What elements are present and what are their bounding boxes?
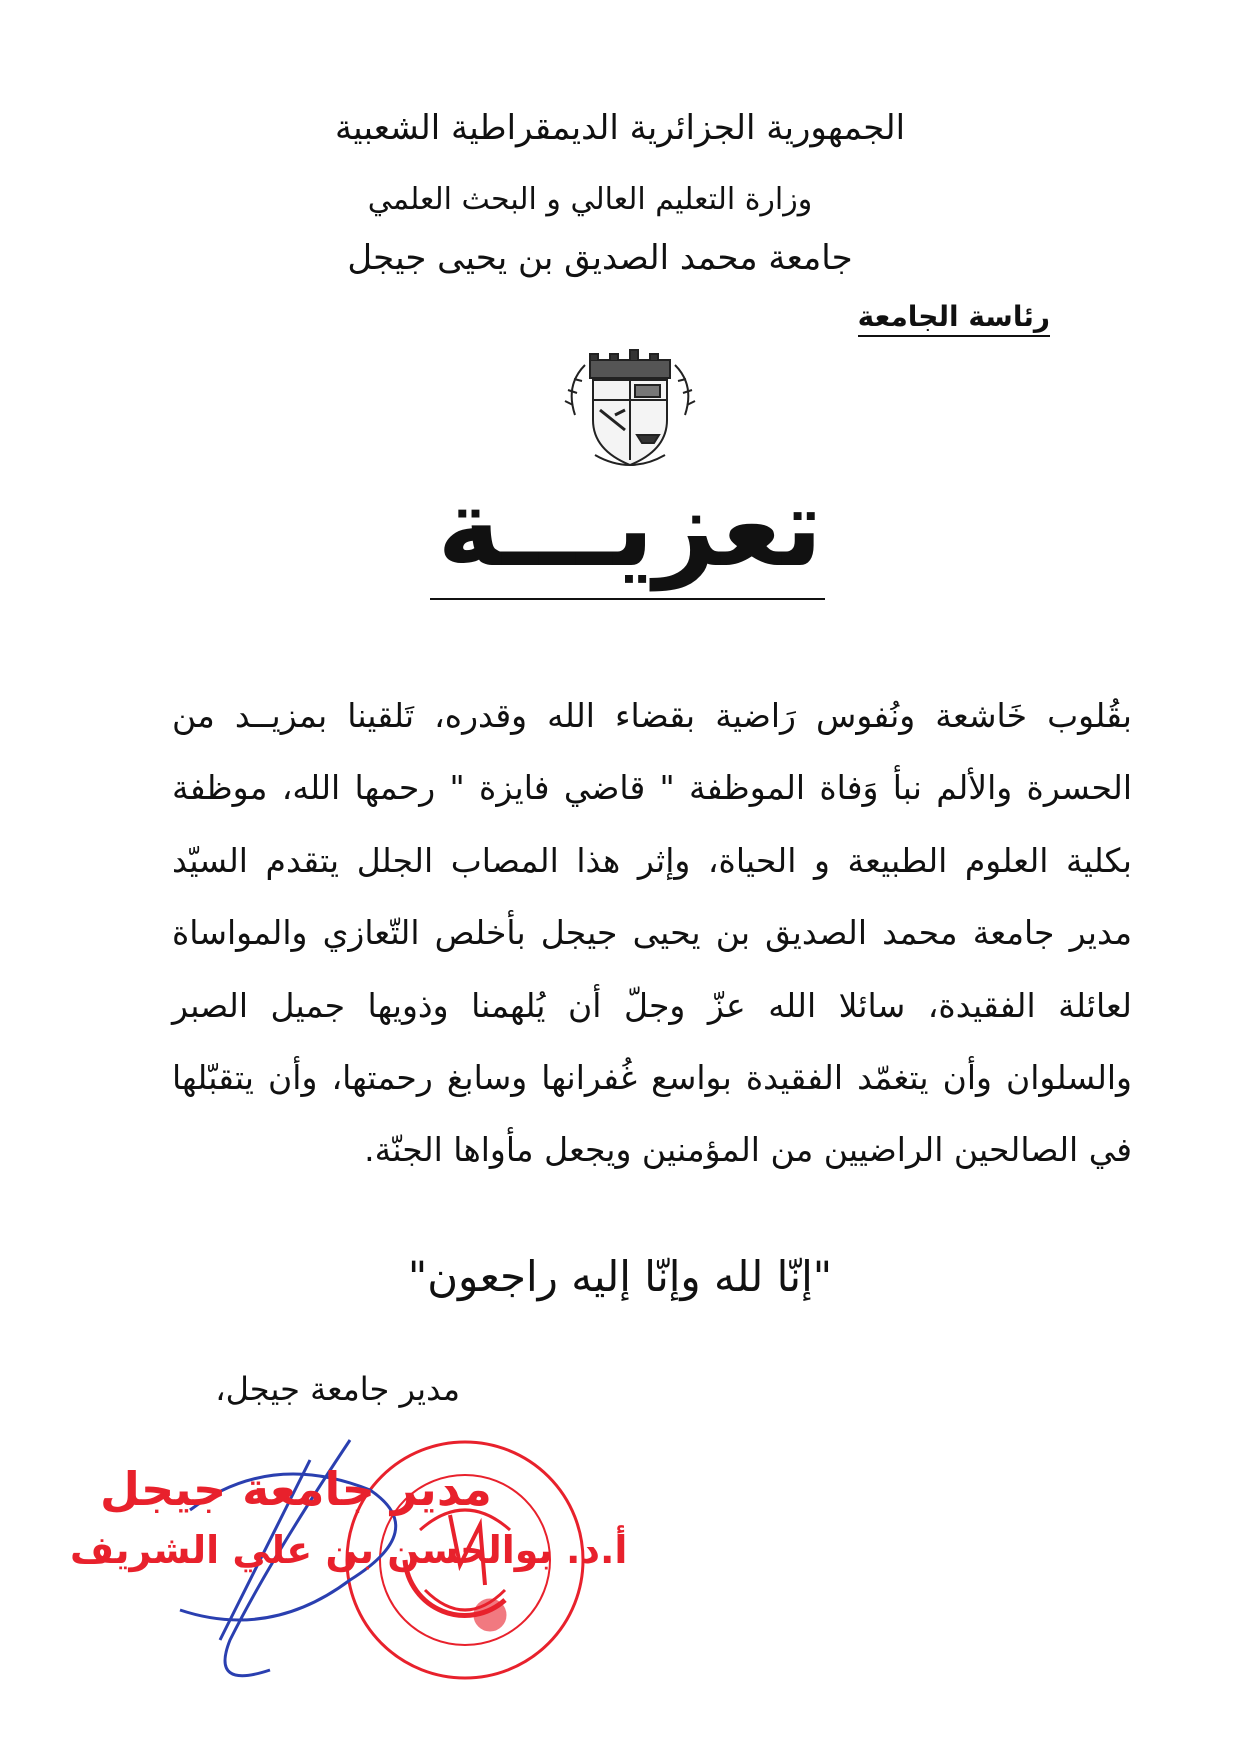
university-emblem-icon xyxy=(555,345,705,470)
presidency-label: رئاسة الجامعة xyxy=(858,300,1050,337)
condolence-title: تعزيـــة xyxy=(437,466,823,591)
ministry-heading: وزارة التعليم العالي و البحث العلمي xyxy=(367,182,813,217)
stamp-name-line: أ.د. بوالحسن بن علي الشريف xyxy=(70,1528,628,1572)
republic-heading: الجمهورية الجزائرية الديمقراطية الشعبية xyxy=(334,108,906,148)
signature-stamp-area xyxy=(50,1420,628,1720)
condolence-body: بقُلوب خَاشعة ونُفوس رَاضية بقضاء الله وقدره، تَلقينا بمزيــد من الحسرة والألم نبأ وَفاة الموظفة " قاضي فايزة " رحمها الله، موظفة بكلية العلوم الطبيعة و الحياة، وإثر هذا المصاب الجلل يتقدم السيّد مدير جامعة محمد الصديق بن يحيى جيجل بأخلص التّعازي والمواساة لعائلة الفقيدة، سائلا الله عزّ وجلّ أن يُلهمنا وذويها جميل الصبر والسلوان وأن يتغمّد الفقيدة بواسع غُفرانها وسابغ رحمتها، وأن يتقبّلها في الصالحين الراضيين من المؤمنين ويجعل مأواها الجنّة. xyxy=(172,696,1132,1170)
signatory-title: مدير جامعة جيجل، xyxy=(215,1370,460,1408)
university-heading: جامعة محمد الصديق بن يحيى جيجل xyxy=(347,238,853,278)
stamp-director-line: مدير جامعة جيجل xyxy=(100,1462,492,1516)
title-underline xyxy=(430,598,825,600)
quran-verse: "إنّا لله وإنّا إليه راجعون" xyxy=(407,1252,833,1301)
